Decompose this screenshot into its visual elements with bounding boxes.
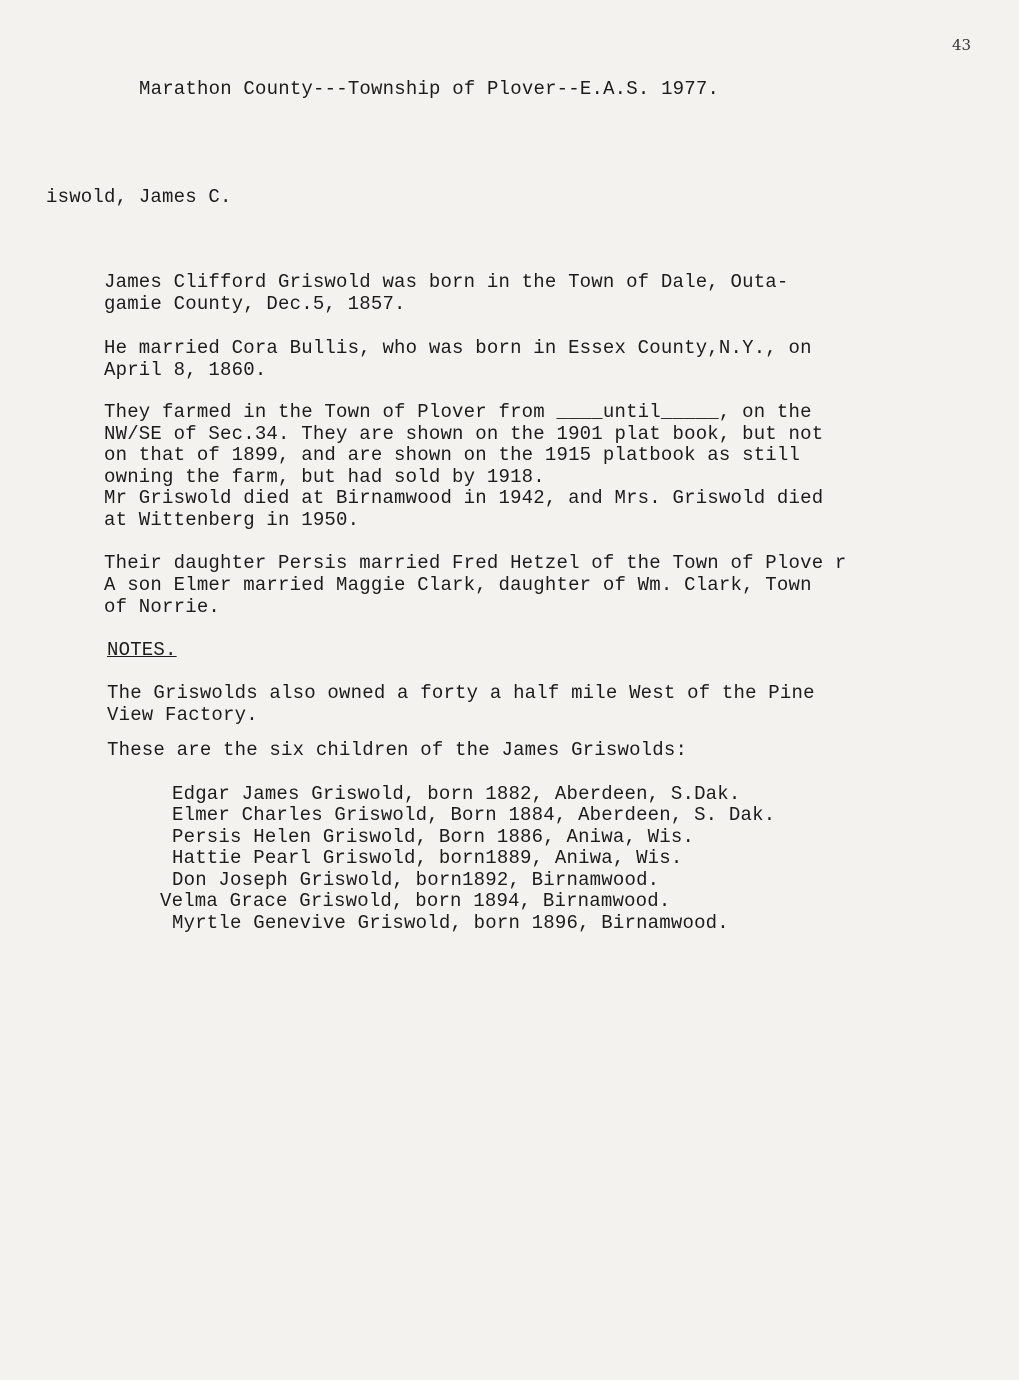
paragraph-line: at Wittenberg in 1950. <box>104 509 360 531</box>
child-entry: Edgar James Griswold, born 1882, Aberdeen, S.Dak. <box>172 783 741 805</box>
page-header: Marathon County---Township of Plover--E.A.S. 1977. <box>139 78 720 100</box>
child-entry: Don Joseph Griswold, born1892, Birnamwood. <box>172 869 660 891</box>
note-line: View Factory. <box>107 704 258 726</box>
child-entry: Velma Grace Griswold, born 1894, Birnamwood. <box>160 890 671 912</box>
paragraph-line: of Norrie. <box>104 596 221 618</box>
paragraph-line: April 8, 1860. <box>104 359 267 381</box>
page-number: 43 <box>952 36 972 54</box>
paragraph-line: NW/SE of Sec.34. They are shown on the 1901 plat book, but not <box>104 423 824 445</box>
note-line: The Griswolds also owned a forty a half mile West of the Pine <box>107 682 815 704</box>
child-entry: Myrtle Genevive Griswold, born 1896, Birnamwood. <box>172 912 729 934</box>
paragraph-line: They farmed in the Town of Plover from ____until_____, on the <box>104 401 812 423</box>
paragraph-line: Mr Griswold died at Birnamwood in 1942, and Mrs. Griswold died <box>104 487 824 509</box>
child-entry: Persis Helen Griswold, Born 1886, Aniwa, Wis. <box>172 826 695 848</box>
child-entry: Hattie Pearl Griswold, born1889, Aniwa, Wis. <box>172 847 683 869</box>
paragraph-line: James Clifford Griswold was born in the Town of Dale, Outa- <box>104 271 789 293</box>
note-line: These are the six children of the James Griswolds: <box>107 739 688 761</box>
paragraph-line: on that of 1899, and are shown on the 1915 platbook as still <box>104 444 801 466</box>
subject-name: iswold, James C. <box>46 186 232 208</box>
notes-heading: NOTES. <box>107 639 177 661</box>
paragraph-line: He married Cora Bullis, who was born in Essex County,N.Y., on <box>104 337 812 359</box>
child-entry: Elmer Charles Griswold, Born 1884, Aberdeen, S. Dak. <box>172 804 776 826</box>
paragraph-line: Their daughter Persis married Fred Hetzel of the Town of Plove r <box>104 552 847 574</box>
paragraph-line: owning the farm, but had sold by 1918. <box>104 466 545 488</box>
paragraph-line: gamie County, Dec.5, 1857. <box>104 293 406 315</box>
paragraph-line: A son Elmer married Maggie Clark, daughter of Wm. Clark, Town <box>104 574 812 596</box>
